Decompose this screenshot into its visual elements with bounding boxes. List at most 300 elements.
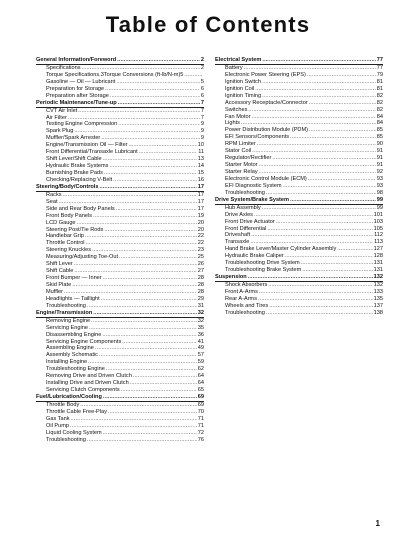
toc-leader-dots	[104, 227, 196, 234]
toc-entry[interactable]	[215, 148, 383, 155]
toc-leader-dots	[290, 197, 376, 204]
toc-entry-page: 65	[197, 387, 204, 394]
toc-entry-label: Burnishing Brake Pads	[46, 170, 103, 176]
toc-entry[interactable]	[215, 289, 383, 296]
toc-entry[interactable]	[215, 303, 383, 310]
toc-leader-dots	[267, 226, 372, 233]
toc-entry[interactable]	[36, 268, 204, 275]
toc-entry[interactable]	[36, 254, 204, 261]
toc-entry[interactable]	[36, 206, 204, 213]
toc-entry-page: 128	[373, 253, 383, 260]
toc-leader-dots	[290, 134, 376, 141]
toc-leader-dots	[64, 289, 197, 296]
toc-leader-dots	[110, 93, 200, 100]
toc-entry[interactable]	[36, 247, 204, 254]
toc-entry-label: Installing Drive and Driven Clutch	[46, 380, 129, 387]
toc-entry-page: 22	[197, 233, 204, 240]
toc-entry-page: 31	[197, 302, 204, 309]
toc-entry[interactable]	[215, 86, 383, 93]
toc-entry[interactable]	[215, 190, 383, 197]
toc-entry-label: Electronic Power Steering (EPS)	[225, 71, 306, 78]
toc-entry-page: 17	[197, 198, 204, 205]
toc-entry-label: Front Body Panels	[46, 212, 93, 219]
toc-entry-label: Lights	[225, 120, 240, 127]
toc-entry[interactable]	[36, 296, 204, 303]
toc-entry-page: 131	[373, 267, 383, 274]
toc-entry-label: Removing Engine	[46, 317, 91, 324]
toc-entry-page: 20	[197, 226, 204, 233]
toc-entry-page: 17	[197, 205, 204, 212]
toc-entry[interactable]	[215, 219, 383, 226]
toc-entry-page: 101	[373, 211, 383, 218]
toc-entry-page: 81	[376, 78, 383, 85]
toc-leader-dots	[86, 240, 197, 247]
toc-entry-label: Troubleshooting	[225, 309, 265, 316]
toc-leader-dots	[85, 233, 197, 240]
toc-leader-dots	[77, 220, 197, 227]
toc-section-entry[interactable]	[36, 394, 204, 402]
toc-entry[interactable]	[215, 162, 383, 169]
toc-entry-label: Ignition Timing	[225, 92, 262, 99]
toc-leader-dots	[257, 141, 376, 148]
toc-entry-label: Shock Absorbers	[225, 282, 268, 288]
toc-entry[interactable]	[36, 318, 204, 325]
toc-entry[interactable]	[36, 142, 204, 149]
toc-entry[interactable]	[215, 267, 383, 274]
toc-entry-label: Shift Lever/Shift Cable	[46, 156, 102, 163]
toc-entry-page: 91	[376, 162, 383, 169]
toc-entry[interactable]	[36, 233, 204, 240]
toc-entry[interactable]	[215, 155, 383, 162]
toc-entry[interactable]	[215, 246, 383, 253]
toc-entry[interactable]	[36, 199, 204, 206]
toc-entry[interactable]	[215, 72, 383, 79]
toc-entry[interactable]	[215, 205, 383, 212]
toc-leader-dots	[118, 121, 200, 128]
toc-entry-label: Installing Engine	[46, 359, 88, 366]
toc-entry-label: Wheels and Tires	[225, 302, 269, 309]
toc-leader-dots	[113, 177, 197, 184]
toc-leader-dots	[262, 93, 376, 100]
toc-entry[interactable]	[36, 416, 204, 423]
toc-entry-label: Troubleshooting Engine	[46, 366, 105, 373]
toc-entry[interactable]	[36, 170, 204, 177]
toc-leader-dots	[101, 135, 200, 142]
toc-entry-page: 28	[197, 275, 204, 282]
toc-entry-label: Preparation after Storage	[46, 92, 109, 99]
toc-section-entry[interactable]	[36, 184, 204, 192]
toc-entry-page: 15	[197, 170, 204, 176]
toc-entry[interactable]	[36, 65, 204, 72]
toc-leader-dots	[104, 170, 197, 177]
toc-leader-dots	[102, 332, 196, 339]
toc-section-entry[interactable]	[215, 274, 383, 282]
toc-entry-label: Battery	[225, 64, 243, 71]
toc-leader-dots	[259, 162, 376, 169]
toc-entry-label: Fan Motor	[225, 113, 251, 120]
toc-entry-label: Drive System/Brake System	[215, 196, 290, 203]
toc-section-entry[interactable]	[36, 310, 204, 318]
toc-entry-page: 72	[197, 429, 204, 436]
toc-entry[interactable]	[215, 120, 383, 127]
toc-entry[interactable]	[215, 212, 383, 219]
toc-entry[interactable]	[36, 359, 204, 366]
toc-entry-label: Gasoline — Oil — Lubricant	[46, 78, 116, 85]
toc-entry-label: Troubleshooting	[225, 189, 265, 196]
toc-entry-page: 112	[374, 232, 383, 239]
toc-entry-label: Steering/Body/Controls	[36, 183, 99, 190]
toc-entry-label: Transaxle	[225, 239, 250, 246]
toc-entry[interactable]	[215, 65, 383, 72]
toc-leader-dots	[103, 156, 197, 163]
toc-entry-label: Handlebar Grip	[46, 233, 84, 240]
toc-leader-dots	[252, 114, 376, 121]
toc-leader-dots	[80, 402, 196, 409]
toc-entry-page: 32	[197, 317, 204, 324]
toc-entry[interactable]	[215, 232, 383, 239]
toc-leader-dots	[74, 128, 200, 135]
toc-entry[interactable]	[36, 282, 204, 289]
toc-entry-page: 9	[200, 121, 204, 128]
toc-entry-label: Hydraulic Brake Caliper	[225, 253, 284, 260]
toc-entry-label: RPM Limiter	[225, 141, 256, 148]
toc-leader-dots	[59, 199, 197, 206]
toc-leader-dots	[95, 345, 197, 352]
toc-entry[interactable]	[215, 296, 383, 303]
toc-entry-page: 69	[197, 394, 204, 400]
toc-entry-page: 82	[376, 99, 383, 106]
toc-section-entry[interactable]	[215, 197, 383, 205]
toc-entry-label: Seat	[46, 198, 58, 205]
toc-leader-dots	[130, 380, 197, 387]
toc-entry[interactable]	[215, 176, 383, 183]
toc-entry-label: Throttle Body	[46, 401, 80, 408]
toc-entry-page: 76	[197, 436, 204, 443]
toc-entry-page: 103	[373, 218, 383, 225]
toc-entry-label: Fuel/Lubrication/Cooling	[36, 394, 102, 400]
toc-entry[interactable]	[36, 437, 204, 444]
toc-entry[interactable]	[36, 108, 204, 115]
toc-leader-dots	[269, 303, 372, 310]
toc-entry-label: Disassembling Engine	[46, 331, 102, 338]
toc-entry-page: 64	[197, 373, 204, 380]
toc-leader-dots	[254, 212, 373, 219]
toc-leader-dots	[268, 282, 372, 289]
toc-entry-page: 85	[376, 127, 383, 134]
toc-entry[interactable]	[215, 226, 383, 233]
toc-entry-page: 84	[376, 120, 383, 127]
toc-leader-dots	[99, 184, 196, 191]
toc-entry-label: EFI Sensors/Components	[225, 134, 290, 141]
toc-entry[interactable]	[36, 93, 204, 100]
toc-entry[interactable]	[36, 177, 204, 184]
toc-entry-label: Headlights — Taillight	[46, 295, 100, 302]
toc-leader-dots	[63, 192, 197, 199]
toc-entry-page: 105	[373, 225, 383, 232]
toc-entry-page: 132	[373, 274, 383, 281]
toc-entry[interactable]	[215, 141, 383, 148]
toc-entry[interactable]	[36, 149, 204, 156]
toc-leader-dots	[248, 107, 375, 114]
toc-leader-dots	[258, 296, 373, 303]
toc-entry-label: Preparation for Storage	[46, 85, 105, 92]
toc-entry-label: Torque Specifications.3Torque Conversions (ft-lb/N-m)5	[46, 71, 184, 78]
toc-section-entry[interactable]	[215, 57, 383, 65]
toc-entry[interactable]	[36, 227, 204, 234]
toc-entry-page: 99	[376, 204, 383, 211]
toc-entry-label: Side and Rear Body Panels	[46, 205, 115, 212]
toc-entry-page: 9	[200, 128, 204, 135]
toc-leader-dots	[244, 65, 376, 72]
toc-entry[interactable]	[36, 275, 204, 282]
toc-leader-dots	[262, 79, 376, 86]
toc-leader-dots	[82, 65, 200, 72]
toc-entry-label: Skid Plate	[46, 282, 72, 288]
toc-leader-dots	[78, 108, 200, 115]
toc-entry-label: Hand Brake Lever/Master Cylinder Assembly	[225, 246, 337, 253]
toc-entry-page: 71	[197, 422, 204, 429]
toc-entry-page: 17	[197, 191, 204, 198]
toc-entry[interactable]	[36, 79, 204, 86]
toc-entry-label: LCD Gauge	[46, 219, 76, 226]
toc-entry-label: Spark Plug	[46, 128, 74, 135]
toc-entry-label: Testing Engine Compression	[46, 121, 118, 128]
toc-entry-label: Specifications	[46, 64, 81, 71]
toc-entry[interactable]	[36, 128, 204, 135]
toc-entry[interactable]	[36, 339, 204, 346]
toc-entry[interactable]	[36, 192, 204, 199]
toc-entry-label: Troubleshooting Drive System	[225, 260, 300, 267]
page-title: Table of Contents	[105, 12, 311, 37]
toc-entry-page: 82	[376, 106, 383, 113]
toc-leader-dots	[74, 261, 197, 268]
toc-entry-label: Starter Relay	[225, 169, 258, 175]
toc-leader-dots	[92, 247, 197, 254]
toc-entry[interactable]	[215, 183, 383, 190]
toc-entry-page: 93	[376, 175, 383, 182]
toc-entry-label: Throttle Cable Free-Play	[46, 408, 107, 415]
toc-entry[interactable]	[36, 325, 204, 332]
toc-entry-label: Ignition Coil	[225, 85, 255, 92]
toc-entry[interactable]	[215, 253, 383, 260]
toc-entry-label: Accessory Receptacle/Connector	[225, 99, 308, 106]
toc-entry[interactable]	[215, 239, 383, 246]
toc-entry[interactable]	[36, 163, 204, 170]
toc-leader-dots	[266, 190, 376, 197]
toc-entry-label: General Information/Foreword	[36, 57, 117, 63]
toc-entry-page: 77	[376, 64, 383, 71]
toc-entry[interactable]	[36, 72, 204, 79]
toc-entry-label: Drive Axles	[225, 211, 253, 218]
toc-entry-page: 26	[197, 261, 204, 268]
toc-entry-page: 7	[200, 99, 204, 106]
toc-entry-page: 57	[197, 352, 204, 359]
toc-entry-page: 98	[376, 189, 383, 196]
toc-leader-dots	[87, 437, 197, 444]
toc-entry-page: 82	[376, 92, 383, 99]
toc-entry-label: Switches	[225, 106, 248, 113]
toc-entry-label: Engine/Transmission	[36, 309, 93, 316]
toc-entry[interactable]	[215, 107, 383, 114]
toc-entry[interactable]	[215, 93, 383, 100]
toc-entry-page: 27	[197, 268, 204, 275]
toc-entry[interactable]	[36, 402, 204, 409]
toc-entry-label: Troubleshooting Brake System	[225, 267, 302, 274]
toc-entry[interactable]	[36, 332, 204, 339]
toc-entry-page: 35	[197, 324, 204, 331]
toc-entry-label: Shift Lever	[46, 261, 73, 268]
toc-entry-label: Assembling Engine	[46, 345, 94, 352]
toc-entry-label: Periodic Maintenance/Tune-up	[36, 99, 117, 106]
toc-entry-page: 91	[376, 148, 383, 155]
toc-right-column	[215, 57, 383, 317]
toc-leader-dots	[309, 100, 376, 107]
toc-entry-page: 6	[200, 85, 204, 92]
toc-entry-label: Troubleshooting	[46, 436, 86, 443]
toc-entry-label: Hydraulic Brake Systems	[46, 163, 109, 170]
toc-entry-page: 79	[376, 71, 383, 78]
toc-entry[interactable]	[36, 303, 204, 310]
toc-entry[interactable]	[36, 352, 204, 359]
toc-entry-label: Throttle Control	[46, 240, 85, 247]
toc-entry-label: Front Differential	[225, 225, 267, 232]
toc-entry-page: 28	[197, 288, 204, 295]
toc-entry[interactable]	[215, 282, 383, 289]
toc-entry-page: 127	[373, 246, 383, 253]
toc-leader-dots	[133, 373, 197, 380]
toc-entry-page: 16	[197, 176, 204, 183]
toc-entry-label: Front A-Arms	[225, 288, 258, 295]
toc-entry-label: Shift Cable	[46, 268, 74, 275]
toc-leader-dots	[139, 149, 197, 156]
toc-entry-label: Checking/Replacing V-Belt	[46, 176, 113, 183]
page-number: 1	[375, 519, 380, 528]
toc-entry-label: Liquid Cooling System	[46, 429, 102, 436]
toc-entry-page: 14	[197, 163, 204, 170]
toc-section-entry[interactable]	[36, 100, 204, 108]
toc-entry-label: Gas Tank	[46, 415, 70, 422]
toc-entry[interactable]	[36, 430, 204, 437]
toc-entry-page: 23	[197, 247, 204, 254]
toc-leader-dots	[184, 72, 203, 79]
toc-entry-label: Assembly Schematic	[46, 352, 98, 359]
toc-entry-label: Starter Motor	[225, 162, 258, 169]
toc-entry-page: 9	[200, 135, 204, 142]
toc-entry[interactable]	[215, 79, 383, 86]
toc-leader-dots	[276, 219, 373, 226]
toc-entry-page: 11	[198, 149, 204, 156]
toc-entry-label: Electrical System	[215, 57, 262, 63]
toc-entry-label: Front Bumper — Inner	[46, 275, 102, 282]
toc-entry-label: Hub Assembly	[225, 204, 261, 211]
toc-entry-page: 19	[197, 212, 204, 219]
toc-entry-page: 10	[197, 142, 204, 149]
toc-entry-page: 36	[197, 331, 204, 338]
toc-leader-dots	[93, 213, 197, 220]
toc-entry[interactable]	[215, 310, 383, 317]
toc-entry-label: Rear A-Arms	[225, 295, 258, 302]
toc-entry[interactable]	[36, 156, 204, 163]
toc-entry[interactable]	[36, 289, 204, 296]
toc-leader-dots	[88, 359, 197, 366]
toc-entry[interactable]	[215, 260, 383, 267]
toc-entry-page: 2	[200, 57, 204, 63]
toc-entry-page: 113	[374, 239, 383, 246]
toc-entry[interactable]	[215, 169, 383, 176]
toc-leader-dots	[252, 148, 376, 155]
toc-entry-label: CVT Air Inlet	[46, 107, 78, 114]
toc-entry[interactable]	[36, 115, 204, 122]
toc-leader-dots	[129, 142, 197, 149]
toc-entry-label: Power Distribution Module (PDM)	[225, 127, 308, 134]
toc-entry-page: 77	[376, 57, 383, 63]
toc-leader-dots	[241, 120, 376, 127]
toc-entry[interactable]	[36, 366, 204, 373]
toc-leader-dots	[101, 296, 197, 303]
toc-entry[interactable]	[215, 100, 383, 107]
toc-entry[interactable]	[36, 387, 204, 394]
toc-leader-dots	[302, 267, 372, 274]
toc-entry-page: 81	[376, 85, 383, 92]
toc-leader-dots	[89, 325, 197, 332]
toc-entry-page: 69	[197, 401, 204, 408]
toc-leader-dots	[255, 86, 376, 93]
toc-entry-label: Driveshaft	[225, 232, 251, 239]
toc-leader-dots	[251, 232, 373, 239]
toc-entry[interactable]	[215, 134, 383, 141]
toc-entry-page: 29	[197, 295, 204, 302]
toc-leader-dots	[108, 409, 197, 416]
toc-entry[interactable]	[36, 423, 204, 430]
toc-leader-dots	[272, 155, 375, 162]
toc-entry-page: 90	[376, 141, 383, 148]
toc-entry[interactable]	[36, 409, 204, 416]
toc-entry-label: Steering Post/Tie Rods	[46, 226, 104, 233]
toc-entry[interactable]	[36, 345, 204, 352]
toc-entry-page: 41	[197, 338, 204, 345]
toc-entry-page: 17	[197, 183, 204, 190]
toc-entry[interactable]	[36, 121, 204, 128]
toc-entry[interactable]	[36, 261, 204, 268]
toc-entry-label: Muffler/Spark Arrester	[46, 135, 101, 142]
toc-entry[interactable]	[36, 135, 204, 142]
toc-leader-dots	[109, 163, 196, 170]
toc-leader-dots	[68, 115, 200, 122]
toc-entry-page: 7	[200, 114, 204, 121]
toc-entry[interactable]	[36, 380, 204, 387]
toc-entry[interactable]	[36, 373, 204, 380]
toc-leader-dots	[70, 423, 197, 430]
toc-leader-dots	[99, 352, 197, 359]
toc-section-entry[interactable]	[36, 57, 204, 65]
toc-leader-dots	[121, 387, 197, 394]
toc-entry[interactable]	[36, 213, 204, 220]
toc-entry[interactable]	[36, 240, 204, 247]
toc-entry[interactable]	[36, 220, 204, 227]
toc-leader-dots	[71, 416, 197, 423]
toc-entry[interactable]	[215, 127, 383, 134]
toc-leader-dots	[262, 57, 375, 64]
toc-entry[interactable]	[215, 114, 383, 121]
toc-entry-page: 91	[376, 155, 383, 162]
toc-leader-dots	[307, 72, 376, 79]
toc-entry-page: 99	[376, 196, 383, 203]
toc-entry[interactable]	[36, 86, 204, 93]
toc-entry-page: 85	[376, 134, 383, 141]
toc-entry-page: 137	[373, 302, 383, 309]
toc-entry-label: Steering Knuckles	[46, 247, 92, 254]
toc-entry-label: Racks	[46, 191, 62, 198]
